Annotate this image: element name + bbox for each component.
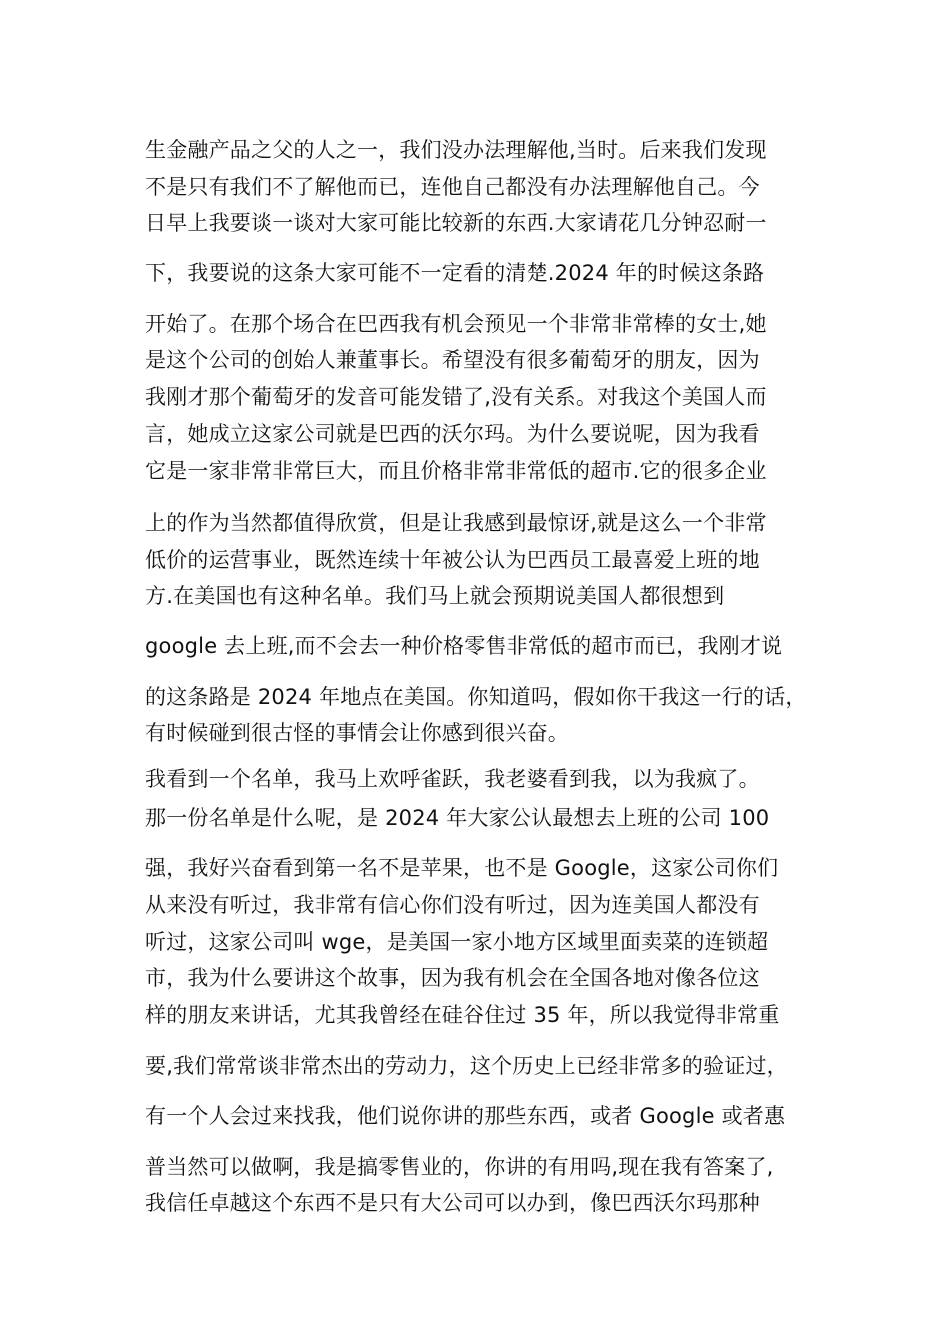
text-line: 听过，这家公司叫 wge，是美国一家小地方区域里面卖菜的连锁超 [145,930,769,954]
text-line: 我信任卓越这个东西不是只有大公司可以办到，像巴西沃尔玛那种 [145,1191,760,1215]
text-line: 开始了。在那个场合在巴西我有机会预见一个非常非常棒的女士,她 [145,312,767,336]
text-line: 上的作为当然都值得欣赏，但是让我感到最惊讶,就是这么一个非常 [145,511,767,535]
text-line: 我看到一个名单，我马上欢呼雀跃，我老婆看到我，以为我疯了。 [145,767,760,791]
text-line: google 去上班,而不会去一种价格零售非常低的超市而已，我刚才说 [145,634,783,658]
text-line: 不是只有我们不了解他而已，连他自己都没有办法理解他自己。今 [145,175,760,199]
text-line: 市，我为什么要讲这个故事，因为我有机会在全国各地对像各位这 [145,966,760,990]
text-line: 那一份名单是什么呢，是 2024 年大家公认最想去上班的公司 100 [145,806,770,830]
text-line: 从来没有听过，我非常有信心你们没有听过，因为连美国人都没有 [145,893,760,917]
text-line: 的这条路是 2024 年地点在美国。你知道吗，假如你干我这一行的话， [145,685,807,709]
text-line: 普当然可以做啊，我是搞零售业的，你讲的有用吗,现在我有答案了, [145,1155,774,1179]
text-line: 是这个公司的创始人兼董事长。希望没有很多葡萄牙的朋友，因为 [145,348,760,372]
text-line: 下，我要说的这条大家可能不一定看的清楚.2024 年的时候这条路 [145,261,765,285]
text-line: 要,我们常常谈非常杰出的劳动力，这个历史上已经非常多的验证过， [145,1054,788,1078]
text-line: 有时候碰到很古怪的事情会让你感到很兴奋。 [145,721,569,745]
text-line: 低价的运营事业，既然连续十年被公认为巴西员工最喜爱上班的地 [145,548,760,572]
text-line: 我刚才那个葡萄牙的发音可能发错了,没有关系。对我这个美国人而 [145,385,767,409]
text-line: 方.在美国也有这种名单。我们马上就会预期说美国人都很想到 [145,584,725,608]
text-line: 它是一家非常非常巨大，而且价格非常非常低的超市.它的很多企业 [145,459,767,483]
text-line: 有一个人会过来找我，他们说你讲的那些东西，或者 Google 或者惠 [145,1104,786,1128]
text-line: 生金融产品之父的人之一，我们没办法理解他,当时。后来我们发现 [145,138,767,162]
text-line: 日早上我要谈一谈对大家可能比较新的东西.大家请花几分钟忍耐一 [145,211,767,235]
text-line: 样的朋友来讲话，尤其我曾经在硅谷住过 35 年，所以我觉得非常重 [145,1003,780,1027]
text-line: 强，我好兴奋看到第一名不是苹果，也不是 Google，这家公司你们 [145,856,779,880]
text-line: 言，她成立这家公司就是巴西的沃尔玛。为什么要说呢，因为我看 [145,422,760,446]
